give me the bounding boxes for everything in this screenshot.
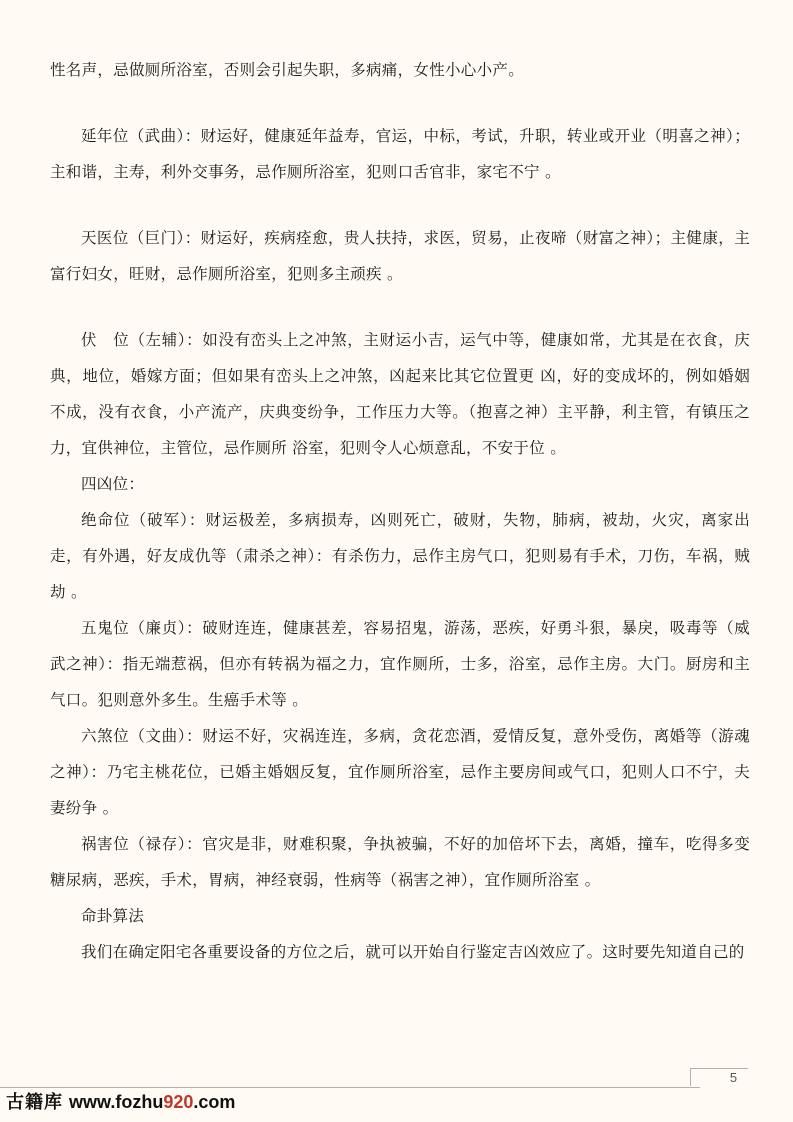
document-body xyxy=(50,52,750,970)
paragraph: 祸害位（禄存）：官灾是非，财难积聚，争执被骗，不好的加倍坏下去，离婚，撞车，吃得多变糖尿病，恶疾，手术，胃病，神经衰弱，性病等（祸害之神），宜作厕所浴室 。 xyxy=(50,835,750,889)
url-number: 920 xyxy=(163,1092,194,1112)
paragraph: 四凶位： xyxy=(81,475,145,493)
paragraph: 命卦算法 xyxy=(81,907,145,925)
paragraph: 五鬼位（廉贞）：破财连连，健康甚差，容易招鬼，游荡，恶疾，好勇斗狠，暴戾，吸毒等（威武之神）：指无端惹祸，但亦有转祸为福之力，宜作厕所，士多，浴室，忌作主房。大门。厨房和主气口。犯则意外多生。生癌手术等 。 xyxy=(50,619,750,709)
footer-rule xyxy=(0,1087,700,1088)
paragraph: 六煞位（文曲）：财运不好，灾祸连连，多病，贪花恋酒，爱情反复，意外受伤，离婚等（游魂之神）：乃宅主桃花位，已婚主婚姻反复，宜作厕所浴室，忌作主要房间或气口，犯则人口不宁，夫妻纷争 。 xyxy=(50,727,750,817)
footer-logo[interactable] xyxy=(6,1089,235,1115)
url-suffix: .com xyxy=(193,1092,236,1112)
paragraph: 天医位（巨门）：财运好，疾病痊愈，贵人扶持，求医，贸易，止夜啼（财富之神）；主健康，主富行妇女，旺财，忌作厕所浴室，犯则多主顽疾 。 xyxy=(50,229,750,283)
page-number: 5 xyxy=(690,1068,748,1086)
site-name: 古籍库 xyxy=(6,1092,63,1112)
paragraph: 伏 位（左辅）：如没有峦头上之冲煞，主财运小吉，运气中等，健康如常，尤其是在衣食，庆典，地位，婚嫁方面；但如果有峦头上之冲煞，凶起来比其它位置更 凶，好的变成坏的，例如婚姻不成，没有衣食，小产流产，庆典变纷争，工作压力大等。（抱喜之神）主平静，利主管，有镇压之力，宜供神位，主管位，忌作厕所 浴室，犯则令人心烦意乱，不安于位 。 xyxy=(50,331,750,457)
paragraph: 绝命位（破军）：财运极差，多病损寿，凶则死亡，破财，失物，肺病，被劫，火灾，离家出走，有外遇，好友成仇等（肃杀之神）：有杀伤力，忌作主房气口，犯则易有手术，刀伤，车祸，贼劫 。 xyxy=(50,511,750,601)
paragraph: 延年位（武曲）：财运好，健康延年益寿，官运，中标，考试，升职，转业或开业（明喜之神）；主和谐，主寿，利外交事务，忌作厕所浴室，犯则口舌官非，家宅不宁 。 xyxy=(50,127,750,181)
paragraph: 性名声，忌做厕所浴室，否则会引起失职，多病痛，女性小心小产。 xyxy=(50,61,525,79)
site-url xyxy=(69,1092,235,1112)
url-prefix: www.fozhu xyxy=(69,1092,164,1112)
paragraph: 我们在确定阳宅各重要设备的方位之后，就可以开始自行鉴定吉凶效应了。这时要先知道自己的 xyxy=(81,943,745,961)
